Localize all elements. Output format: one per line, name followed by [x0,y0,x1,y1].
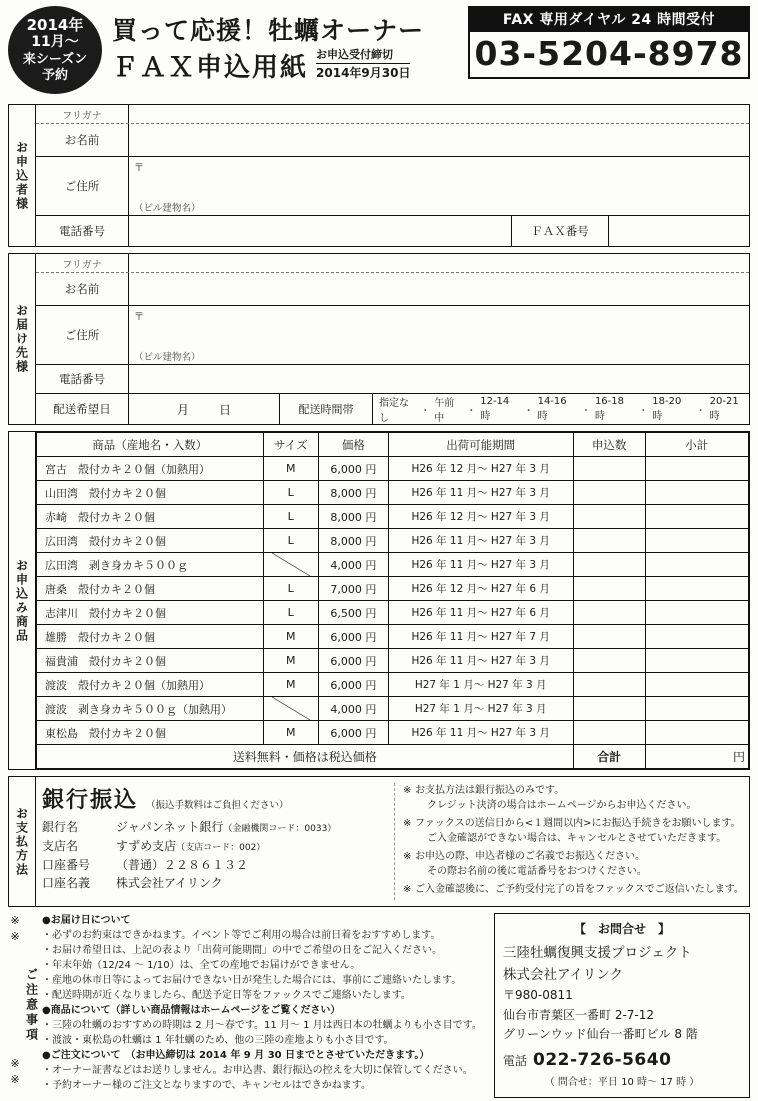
product-quantity-input[interactable] [573,649,645,673]
product-subtotal-input[interactable] [645,673,748,697]
table-row [37,553,749,577]
table-row [37,529,749,553]
col-period: 出荷可能期間 [388,433,573,457]
product-period: H26 年 11 月～ H27 年 3 月 [388,553,573,577]
note-text: お申込の際、申込者様のご名義でお振込ください。 その際お名前の後に電話番号をおつけください。 [415,849,745,879]
recipient-tel-label: 電話番号 [36,365,129,393]
product-period: H26 年 12 月～ H27 年 3 月 [388,505,573,529]
badge-line-1: 2014年 [26,15,84,34]
bank-field-label: 口座名義 [42,876,91,891]
payment-notes [394,783,745,900]
table-row [37,481,749,505]
bank-field-note: （金融機関コード：0033） [223,824,337,834]
fax-dial-block [468,6,750,94]
applicant-name-input[interactable] [129,124,749,156]
product-size: L [263,505,318,529]
product-price: 6,500 円 [318,601,388,625]
product-size: L [263,601,318,625]
product-quantity-input[interactable] [573,601,645,625]
product-quantity-input[interactable] [573,577,645,601]
table-row [37,601,749,625]
applicant-tel-label: 電話番号 [36,216,129,246]
note-mark: ※ [403,818,412,829]
product-name: 渡波 剥き身カキ５００ｇ（加熱用） [37,697,264,721]
note-mark: ※ [403,785,412,796]
bank-field-label: 銀行名 [42,820,79,834]
product-size [263,697,318,721]
payment-fee-note: （振込手数料はご負担ください） [146,800,289,811]
product-subtotal-input[interactable] [645,601,748,625]
recipient-delivery-date-input[interactable] [129,394,280,424]
col-size: サイズ [263,433,318,457]
time-option-0[interactable]: 指定なし [379,398,409,424]
product-size: L [263,529,318,553]
contact-tel-number: 022-726-5640 [533,1049,672,1070]
bank-field-value: すずめ支店（支店コード：002） [116,838,266,853]
bank-info [42,783,394,900]
applicant-tel-input[interactable] [129,216,511,246]
notice-item: ・渡波・東松島の牡蠣は 1 年牡蠣のため、他の三陸の産地よりも小さ目です。 [42,1035,394,1046]
product-price: 6,000 円 [318,721,388,745]
recipient-furigana-input[interactable] [129,254,749,272]
applicant-section [8,104,750,247]
product-quantity-input[interactable] [573,529,645,553]
product-subtotal-input[interactable] [645,457,748,481]
product-subtotal-input[interactable] [645,649,748,673]
product-table-footer [37,745,749,769]
product-subtotal-input[interactable] [645,529,748,553]
time-option-1[interactable]: 午前中 [434,398,455,424]
time-option-3[interactable]: 14-16 時 [537,396,567,422]
products-section [8,431,750,770]
badge-line-2: 11月～ [31,34,79,51]
payment-note [403,849,745,879]
col-subtotal: 小計 [645,433,748,457]
product-price: 6,000 円 [318,457,388,481]
product-period: H26 年 11 月～ H27 年 3 月 [388,649,573,673]
products-side-label: お申込み商品 [9,432,36,769]
product-name: 福貴浦 殻付カキ２０個 [37,649,264,673]
notice-marks: ※ ※ ※ ※ [10,914,20,1087]
notice-item: ・三陸の牡蠣のおすすめの時期は 2 月～春です。11 月～ 1 月は西日本の牡蠣よりも小さ目です。 [42,1020,482,1031]
bank-field-note: （支店コード：002） [176,842,266,853]
table-row [37,673,749,697]
notice-item: ・必ずのお約束はできかねます。イベント等でご利用の場合は前日着をおすすめします。 [42,930,441,941]
note-subtext: クレジット決済の場合はホームページからお申込ください。 [427,800,697,811]
month-unit: 月 [176,402,189,417]
recipient-name-label: お名前 [36,273,129,305]
product-size: M [263,625,318,649]
product-quantity-input[interactable] [573,505,645,529]
product-price: 4,000 円 [318,697,388,721]
product-price: 7,000 円 [318,577,388,601]
form-title-main: 買って応援！牡蠣オーナー [112,16,425,46]
product-price: 6,000 円 [318,625,388,649]
product-price: 8,000 円 [318,529,388,553]
shipping-note: 送料無料・価格は税込価格 [37,745,574,769]
delivery-time-label: 配送時間帯 [280,394,373,424]
product-size: L [263,577,318,601]
badge-line-3: 来シーズン [22,51,88,67]
bank-field [42,874,394,893]
product-period: H27 年 1 月～ H27 年 3 月 [388,673,573,697]
col-price: 価格 [318,433,388,457]
recipient-side-label: お届け先様 [9,254,36,424]
product-period: H26 年 11 月～ H27 年 3 月 [388,481,573,505]
product-subtotal-input[interactable] [645,721,748,745]
product-size: M [263,721,318,745]
bank-field-label: 支店名 [42,838,79,853]
table-row [37,697,749,721]
bank-field-label: 口座番号 [42,857,91,872]
payment-side-label: お支払方法 [9,777,36,906]
table-row [37,457,749,481]
product-table-header [37,433,749,457]
contact-address-2: グリーンウッド仙台一番町ビル 8 階 [503,1026,698,1041]
product-price: 8,000 円 [318,481,388,505]
product-size: M [263,649,318,673]
time-option-2[interactable]: 12-14 時 [480,396,510,422]
time-option-6[interactable]: 20-21 時 [709,396,739,422]
header-titles [102,6,468,94]
product-price: 6,000 円 [318,649,388,673]
product-subtotal-input[interactable] [645,481,748,505]
bank-field [42,818,394,837]
table-row [37,577,749,601]
product-subtotal-input[interactable] [645,625,748,649]
product-price: 6,000 円 [318,673,388,697]
recipient-delivery-date-label: 配送希望日 [36,394,129,424]
table-row [37,649,749,673]
product-name: 山田湾 殻付カキ２０個 [37,481,264,505]
applicant-address-label: ご住所 [36,157,129,215]
season-badge [8,6,102,94]
product-quantity-input[interactable] [573,553,645,577]
deadline-label: お申込受付締切 [316,48,410,64]
notice-item: ・産地の休市日等によってお届けできない日が発生した場合には、事前にご連絡いたします。 [42,975,462,986]
delivery-time-options[interactable]: 指定なし ・ 午前中 ・ 12-14 時 ・ 14-16 時 ・ 16-18 時 ・ 18-20 時 ・ 20-21 時 [373,394,749,424]
product-period: H27 年 1 月～ H27 年 3 月 [388,697,573,721]
payment-note [403,783,745,813]
product-quantity-input[interactable] [573,721,645,745]
badge-line-4: 予約 [41,68,68,84]
note-text: ファックスの送信日から<１週間以内>にお振込手続きをお願いします。 ご入金確認ができない場合は、キャンセルとさせていただきます。 [415,816,745,846]
deadline-block [316,48,410,83]
notice-item: ・年末年始（12/24 ～ 1/10）は、全ての産地でお届けができません。 [42,960,361,971]
product-size [263,553,318,577]
contact-company: 株式会社アイリンク [503,966,624,983]
applicant-address-input[interactable] [129,157,749,215]
product-name: 広田湾 殻付カキ２０個 [37,529,264,553]
deadline-date: 2014年9月30日 [316,65,411,80]
recipient-furigana-label: フリガナ [36,254,129,272]
total-label: 合計 [573,745,645,769]
table-row [37,625,749,649]
payment-section [8,776,750,907]
note-subtext: その際お名前の後に電話番号をおつけください。 [427,866,647,877]
bank-field-value: ジャパンネット銀行（金融機関コード：0033） [116,820,337,834]
form-title-sub: ＦＡＸ申込用紙 [112,53,309,84]
fax-dial-number: 03-5204-8978 [468,32,750,79]
product-subtotal-input[interactable] [645,553,748,577]
product-subtotal-input[interactable] [645,505,748,529]
product-price: 8,000 円 [318,505,388,529]
table-row [37,505,749,529]
notice-side-label: ご注意事項 [24,968,39,1044]
recipient-name-input[interactable] [129,273,749,305]
contact-project: 三陸牡蠣復興支援プロジェクト [503,945,692,962]
product-size: M [263,457,318,481]
recipient-section [8,253,750,425]
col-product: 商品（産地名・入数） [37,433,264,457]
product-name: 渡波 殻付カキ２０個（加熱用） [37,673,264,697]
product-period: H26 年 11 月～ H27 年 3 月 [388,721,573,745]
product-quantity-input[interactable] [573,625,645,649]
product-name: 唐桑 殻付カキ２０個 [37,577,264,601]
recipient-address-label: ご住所 [36,306,129,364]
notice-item: ・配送時期が近くなりましたら、配送予定日等をファックスでご連絡いたします。 [42,990,411,1001]
applicant-fax-label: ＦＡＸ番号 [511,216,609,246]
applicant-furigana-input[interactable] [129,105,749,123]
product-quantity-input[interactable] [573,457,645,481]
product-price: 4,000 円 [318,553,388,577]
bank-field [42,856,394,875]
product-quantity-input[interactable] [573,697,645,721]
product-period: H26 年 12 月～ H27 年 6 月 [388,577,573,601]
product-name: 東松島 殻付カキ２０個 [37,721,264,745]
product-quantity-input[interactable] [573,481,645,505]
applicant-name-label: お名前 [36,124,129,156]
notice-heading: ●お届け日について [42,915,131,926]
applicant-building-hint: （ビル建物名） [134,203,201,214]
product-name: 志津川 殻付カキ２０個 [37,601,264,625]
product-size: M [263,673,318,697]
product-name: 雄勝 殻付カキ２０個 [37,625,264,649]
note-text: ご入金確認後に、ご予約受付完了の旨をファックスでご返信いたします。 [415,884,744,895]
bank-field-value: 株式会社アイリンク [116,876,223,891]
notice-item: ・予約オーナー様のご注文となりますので、キャンセルはできかねます。 [42,1080,371,1091]
time-option-4[interactable]: 16-18 時 [594,396,624,422]
bank-field [42,837,394,856]
note-mark: ※ [403,851,412,862]
product-period: H26 年 11 月～ H27 年 3 月 [388,529,573,553]
notice-body [42,913,494,1098]
contact-title: 【 お問合せ 】 [573,922,670,936]
recipient-zip-mark: 〒 [134,312,144,323]
product-quantity-input[interactable] [573,673,645,697]
note-subtext: ご入金確認ができない場合は、キャンセルとさせていただきます。 [427,833,727,844]
product-table [36,432,749,769]
product-subtotal-input[interactable] [645,577,748,601]
bank-field-value: （普通）２２８６１３２ [116,857,249,872]
product-period: H26 年 12 月～ H27 年 3 月 [388,457,573,481]
applicant-furigana-label: フリガナ [36,105,129,123]
total-value[interactable]: 円 [645,745,748,769]
fax-dial-label: FAX 専用ダイヤル 24 時間受付 [468,6,750,32]
notice-section [8,913,750,1098]
day-unit: 日 [219,402,232,417]
contact-zip: 〒980-0811 [503,988,573,1003]
form-header [0,0,758,98]
product-subtotal-input[interactable] [645,697,748,721]
product-size: L [263,481,318,505]
notice-item: ・お届け希望日は、上記の表より「出荷可能期間」の中でご希望の日をご記入ください。 [42,945,442,956]
contact-tel-label: 電話 [503,1053,528,1068]
recipient-tel-input[interactable] [129,365,749,393]
applicant-zip-mark: 〒 [134,163,144,174]
note-mark: ※ [403,884,412,895]
notice-heading: ●ご注文について （お申込締切は 2014 年 9 月 30 日までとさせていただきます。） [42,1050,430,1061]
time-option-5[interactable]: 18-20 時 [652,396,682,422]
recipient-building-hint: （ビル建物名） [134,352,201,363]
notice-item: ・オーナー証書などはお送りしません。お申込書、銀行振込の控えを大切に保管してください。 [42,1065,473,1076]
payment-method-title: 銀行振込 [42,788,139,813]
contact-hours: （ 問合せ：平日 10 時～ 17 時 ） [544,1077,700,1089]
notice-heading: ●商品について（詳しい商品情報はホームページをご覧ください） [42,1005,341,1016]
payment-note [403,882,745,897]
contact-box [494,913,750,1098]
payment-note [403,816,745,846]
product-period: H26 年 11 月～ H27 年 6 月 [388,601,573,625]
applicant-fax-input[interactable] [609,216,749,246]
product-name: 赤崎 殻付カキ２０個 [37,505,264,529]
col-qty: 申込数 [573,433,645,457]
contact-address-1: 仙台市青葉区一番町 2-7-12 [503,1007,655,1022]
product-name: 広田湾 剥き身カキ５００ｇ [37,553,264,577]
product-period: H26 年 11 月～ H27 年 7 月 [388,625,573,649]
applicant-side-label: お申込者様 [9,105,36,246]
recipient-address-input[interactable] [129,306,749,364]
note-text: お支払方法は銀行振込のみです。 クレジット決済の場合はホームページからお申込ください。 [415,783,745,813]
table-row [37,721,749,745]
product-name: 宮古 殻付カキ２０個（加熱用） [37,457,264,481]
